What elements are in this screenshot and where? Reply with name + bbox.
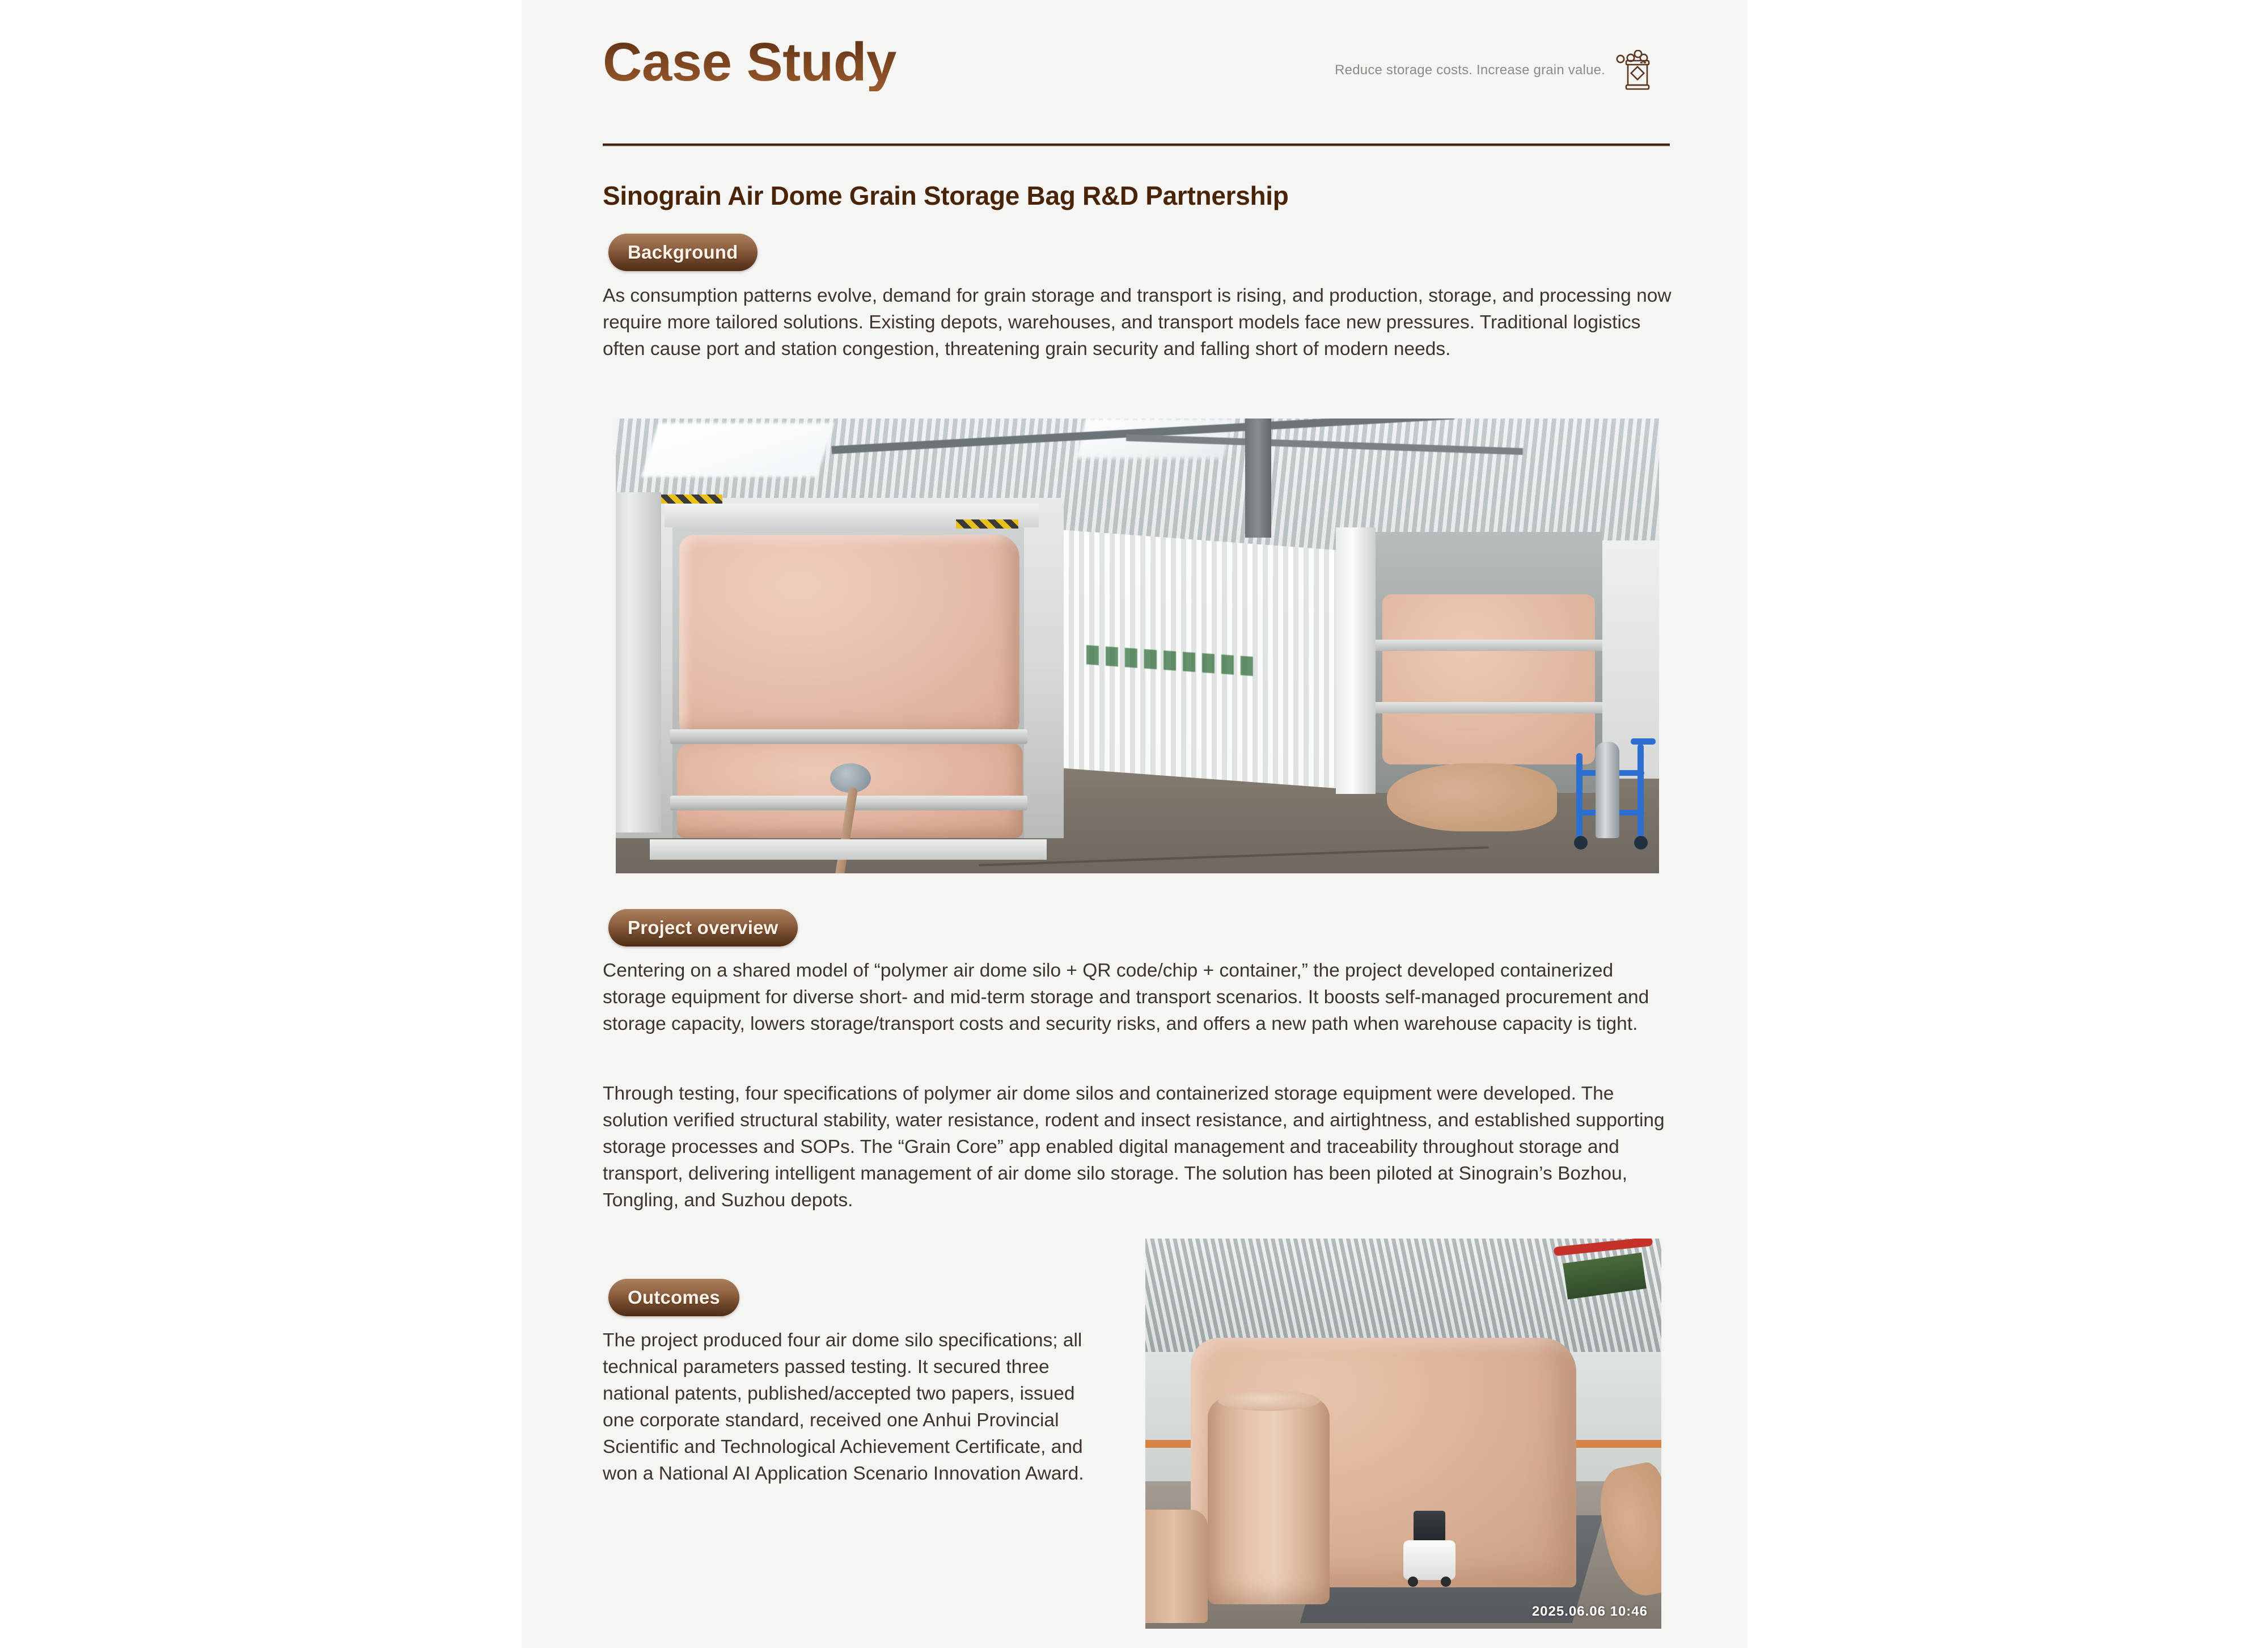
section-badge-outcomes: Outcomes (608, 1279, 739, 1316)
case-study-subtitle: Sinograin Air Dome Grain Storage Bag R&D Partnership (603, 181, 1289, 210)
photo1-loose-bags (1387, 763, 1557, 831)
header-tagline-group (1335, 50, 1653, 91)
project-overview-paragraph-2: Through testing, four specifications of polymer air dome silos and containerized storage equipment were developed. The solution verified structural stability, water resistance, rodent and insect resistance, and airtightness, and established supporting storage processes and SOPs. The “Grain Core” app enabled digital management and traceability throughout storage and transport, delivering intelligent management of air dome silo storage. The solution has been piloted at Sinograin’s Bozhou, Tongling, and Suzhou depots. (603, 1083, 1665, 1211)
photo2-silo-top (1218, 1391, 1320, 1411)
photo1-hazard-stripe-1 (660, 495, 722, 504)
figure-container-grain-bags (616, 419, 1659, 873)
page-title: Case Study (603, 32, 896, 92)
photo1-grain-bag-upper (679, 535, 1019, 736)
photo2-air-compressor (1403, 1505, 1455, 1584)
photo1-container-left-door (616, 492, 661, 833)
photo2-compressor-tank (1403, 1540, 1455, 1580)
figure-air-dome-silos (1145, 1239, 1661, 1629)
photo1-pillar (1245, 419, 1271, 538)
photo2-compressor-motor (1414, 1511, 1445, 1543)
photo1-gas-cylinder (1596, 742, 1619, 838)
background-body-text: As consumption patterns evolve, demand for grain storage and transport is rising, and production, storage, and processing now require more tailored solutions. Existing depots, warehouses, and transport models face new pressures. Traditional logistics often cause port and station congestion, threatening grain security and falling short of modern needs. (603, 285, 1672, 360)
outcomes-body-text: The project produced four air dome silo specifications; all technical parameters passed testing. It secured three national patents, published/accepted two papers, issued one corporate standard, received one Anhui Provincial Scientific and Technological Achievement Certificate, and won a National AI Application Scenario Innovation Award. (603, 1330, 1084, 1484)
title-divider (603, 143, 1670, 146)
case-study-page (522, 0, 1747, 1648)
photo2-air-dome-silo-foreground (1145, 1510, 1208, 1623)
page-header (603, 28, 1670, 142)
photo2-timestamp: 2025.06.06 10:46 (1531, 1604, 1648, 1619)
photo1-container-base-rail (650, 839, 1047, 860)
photo2-compressor-wheel-left (1408, 1577, 1418, 1587)
photo2-hoist-body (1563, 1253, 1647, 1300)
photo1-rail-1 (670, 729, 1027, 744)
grain-sack-icon (1615, 50, 1653, 91)
photo2-air-dome-silo-cylindrical (1208, 1397, 1330, 1604)
photo1-hazard-stripe-2 (956, 519, 1018, 529)
tagline-text: Reduce storage costs. Increase grain value. (1335, 62, 1605, 78)
photo1-container-right-door (1336, 527, 1376, 794)
section-badge-project-overview: Project overview (608, 909, 798, 946)
photo1-rail-right-1 (1376, 640, 1602, 651)
photo1-skylight-left (641, 423, 835, 477)
photo2-compressor-wheel-right (1441, 1577, 1451, 1587)
project-overview-paragraph-1: Centering on a shared model of “polymer air dome silo + QR code/chip + container,” the project developed containerized storage equipment for diverse short- and mid-term storage and transport scenarios. It boosts self-managed procurement and storage capacity, lowers storage/transport costs and security risks, and offers a new path when warehouse capacity is tight. (603, 960, 1649, 1034)
photo1-rail-right-2 (1376, 702, 1602, 713)
photo2-overhead-hoist (1554, 1242, 1656, 1310)
photo1-grain-bag-right (1382, 594, 1595, 764)
section-badge-background: Background (608, 234, 758, 271)
